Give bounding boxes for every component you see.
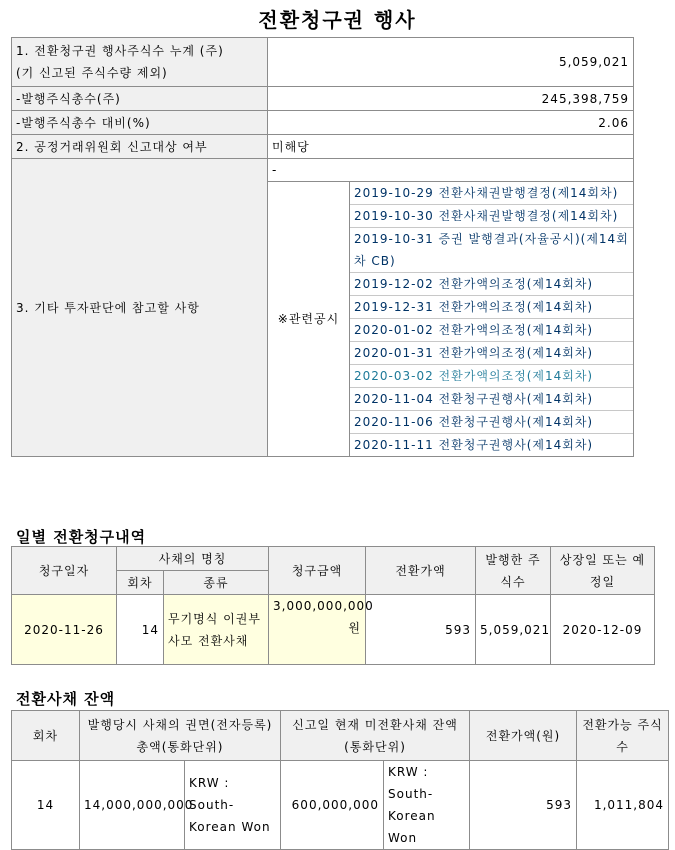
ftc-value: 미해당 [268, 135, 634, 159]
row-label-total-shares: -발행주식총수(주) [12, 87, 268, 111]
related-link[interactable]: 2020-01-02 전환가액의조정(제14회차) [350, 319, 633, 342]
header-listing-date: 상장일 또는 예정일 [551, 547, 655, 595]
claim-amount: 3,000,000,000원 [269, 595, 366, 665]
balance-conv-price: 593 [470, 761, 577, 850]
related-link[interactable]: 2020-03-02 전환가액의조정(제14회차) [350, 365, 633, 388]
total-shares-value: 245,398,759 [268, 87, 634, 111]
label-line-1: 1. 전환청구권 행사주식수 누계 (주) [16, 44, 224, 58]
header-issued-shares: 발행한 주식수 [476, 547, 551, 595]
related-link[interactable]: 2019-10-30 전환사채권발행결정(제14회차) [350, 205, 633, 228]
claim-conv-price: 593 [366, 595, 476, 665]
claim-date: 2020-11-26 [12, 595, 117, 665]
header-date: 청구일자 [12, 547, 117, 595]
bond-balance-table [11, 710, 669, 850]
header-round: 회차 [117, 571, 164, 595]
claim-kind: 무기명식 이권부 사모 전환사채 [164, 595, 269, 665]
unconverted-amount: 600,000,000 [281, 761, 384, 850]
related-label: ※관련공시 [268, 182, 350, 457]
header-conv-price: 전환가액 [366, 547, 476, 595]
row-label-other: 3. 기타 투자판단에 참고할 사항 [12, 159, 268, 457]
header-round: 회차 [12, 711, 80, 761]
related-link[interactable]: 2019-10-31 증권 발행결과(자율공시)(제14회차 CB) [350, 228, 633, 273]
convertible-shares: 1,011,804 [577, 761, 669, 850]
daily-claims-table [11, 546, 655, 665]
unconverted-currency: KRW : South-Korean Won [384, 761, 470, 850]
claim-round: 14 [117, 595, 164, 665]
header-kind: 종류 [164, 571, 269, 595]
cumulative-shares-value: 5,059,021 [268, 38, 634, 87]
row-label-ftc: 2. 공정거래위원회 신고대상 여부 [12, 135, 268, 159]
header-face-amount: 발행당시 사채의 권면(전자등록)총액(통화단위) [80, 711, 281, 761]
header-unconverted: 신고일 현재 미전환사채 잔액 (통화단위) [281, 711, 470, 761]
page-title: 전환청구권 행사 [258, 8, 417, 32]
row-label-cumulative-shares [12, 38, 268, 87]
section-heading-balance: 전환사채 잔액 [16, 690, 116, 708]
related-link[interactable]: 2020-11-11 전환청구권행사(제14회차) [354, 438, 594, 452]
other-dash: - [268, 159, 634, 182]
claim-listing-date: 2020-12-09 [551, 595, 655, 665]
section-heading-daily: 일별 전환청구내역 [16, 528, 147, 546]
label-line-2: (기 신고된 주식수량 제외) [16, 66, 168, 80]
face-amount: 14,000,000,000 [80, 761, 185, 850]
balance-round: 14 [12, 761, 80, 850]
related-link[interactable]: 2019-12-31 전환가액의조정(제14회차) [350, 296, 633, 319]
related-list [350, 182, 633, 456]
summary-table [11, 37, 634, 457]
related-link[interactable]: 2020-11-04 전환청구권행사(제14회차) [350, 388, 633, 411]
header-convertible-shares: 전환가능 주식수 [577, 711, 669, 761]
related-link[interactable]: 2019-10-29 전환사채권발행결정(제14회차) [350, 182, 633, 205]
related-list-cell [350, 182, 634, 457]
related-link[interactable]: 2020-01-31 전환가액의조정(제14회차) [350, 342, 633, 365]
related-link[interactable]: 2019-12-02 전환가액의조정(제14회차) [350, 273, 633, 296]
header-conv-price: 전환가액(원) [470, 711, 577, 761]
related-link[interactable]: 2020-11-06 전환청구권행사(제14회차) [350, 411, 633, 434]
row-label-ratio: -발행주식총수 대비(%) [12, 111, 268, 135]
ratio-value: 2.06 [268, 111, 634, 135]
face-currency: KRW : South-Korean Won [185, 761, 281, 850]
claim-issued-shares: 5,059,021 [476, 595, 551, 665]
header-bond-name: 사채의 명칭 [117, 547, 269, 571]
header-amount: 청구금액 [269, 547, 366, 595]
